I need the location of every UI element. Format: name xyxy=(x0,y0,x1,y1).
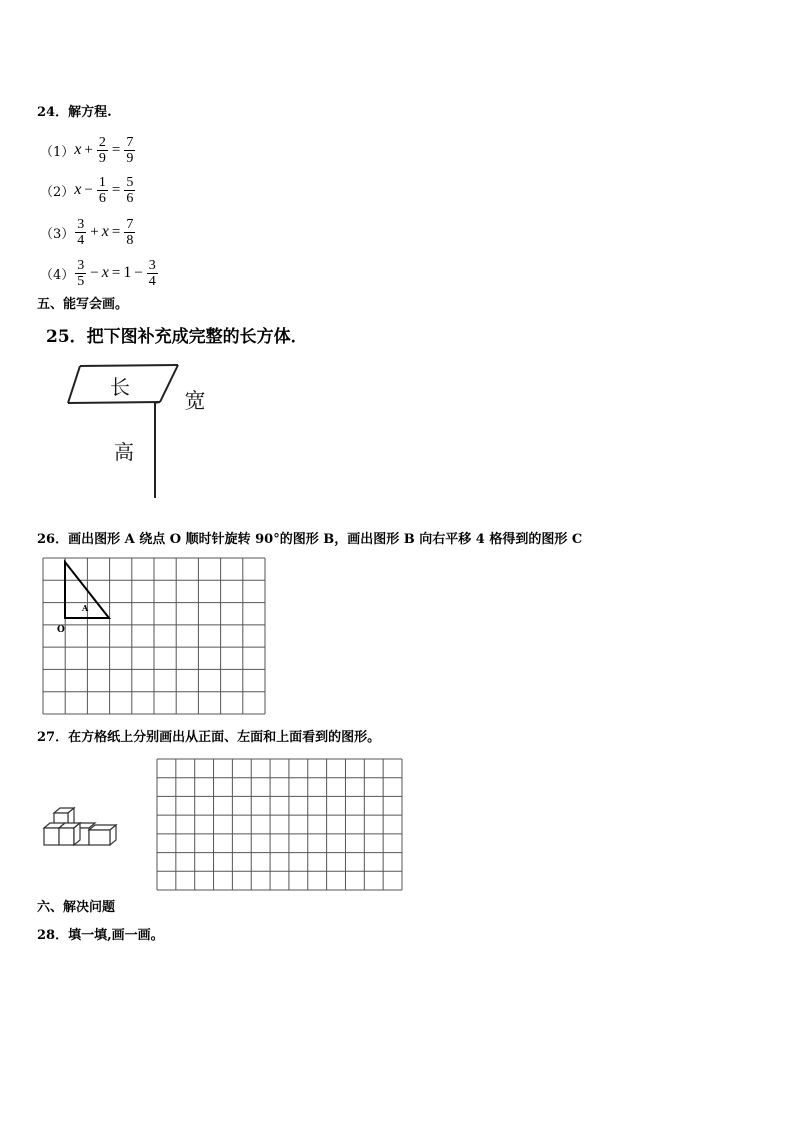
cube-front-right xyxy=(89,830,110,845)
number-one: 1 xyxy=(123,264,132,281)
q24-title: 24．解方程. xyxy=(37,105,112,120)
equation-label: （4） xyxy=(40,267,75,283)
numerator: 7 xyxy=(126,134,134,150)
denominator: 4 xyxy=(148,273,156,289)
section-5-heading: 五、能写会画。 xyxy=(37,297,129,312)
variable-x: x xyxy=(74,141,82,158)
denominator: 9 xyxy=(98,150,106,166)
operator: − xyxy=(90,264,99,281)
cube-front-middle xyxy=(59,828,74,845)
numerator: 3 xyxy=(148,257,156,273)
numerator: 3 xyxy=(77,216,85,232)
variable-x: x xyxy=(101,223,109,240)
equation-label: （3） xyxy=(40,226,75,242)
cube-figure-and-grid xyxy=(0,0,420,900)
stacked-cubes xyxy=(44,808,116,845)
numerator: 1 xyxy=(98,174,106,190)
grid-lines xyxy=(157,759,402,890)
operator: − xyxy=(134,264,143,281)
section-6-heading: 六、解决问题 xyxy=(37,900,116,915)
operator: + xyxy=(90,223,99,240)
label-o: O xyxy=(57,625,65,635)
denominator: 4 xyxy=(77,232,85,248)
denominator: 8 xyxy=(126,232,134,248)
numerator: 3 xyxy=(77,257,85,273)
label-length: 长 xyxy=(110,375,130,399)
cube-front-left xyxy=(44,828,59,845)
operator: − xyxy=(84,181,93,198)
denominator: 6 xyxy=(98,190,106,206)
equation-label: （1） xyxy=(40,144,75,160)
denominator: 9 xyxy=(126,150,134,166)
q25-title: 25．把下图补充成完整的长方体． xyxy=(46,327,308,347)
variable-x: x xyxy=(74,181,82,198)
q26-title: 26．画出图形 A 绕点 O 顺时针旋转 90°的图形 B，画出图形 B 向右平移 4 格得到的图形 C xyxy=(37,532,583,547)
label-a: A xyxy=(82,603,89,613)
numerator: 5 xyxy=(126,174,134,190)
operator: + xyxy=(84,141,93,158)
numerator: 7 xyxy=(126,216,134,232)
equals-sign: = xyxy=(111,141,121,158)
denominator: 6 xyxy=(126,190,134,206)
equals-sign: = xyxy=(111,223,121,240)
numerator: 2 xyxy=(98,134,106,150)
q28-title: 28．填一填,画一画。 xyxy=(37,928,164,943)
label-height: 高 xyxy=(114,440,134,464)
equals-sign: = xyxy=(111,264,121,281)
q27-title: 27．在方格纸上分别画出从正面、左面和上面看到的图形。 xyxy=(37,730,381,745)
equation-label: （2） xyxy=(40,184,75,200)
variable-x: x xyxy=(101,264,109,281)
label-width: 宽 xyxy=(184,389,206,413)
denominator: 5 xyxy=(77,273,85,289)
equals-sign: = xyxy=(111,181,121,198)
